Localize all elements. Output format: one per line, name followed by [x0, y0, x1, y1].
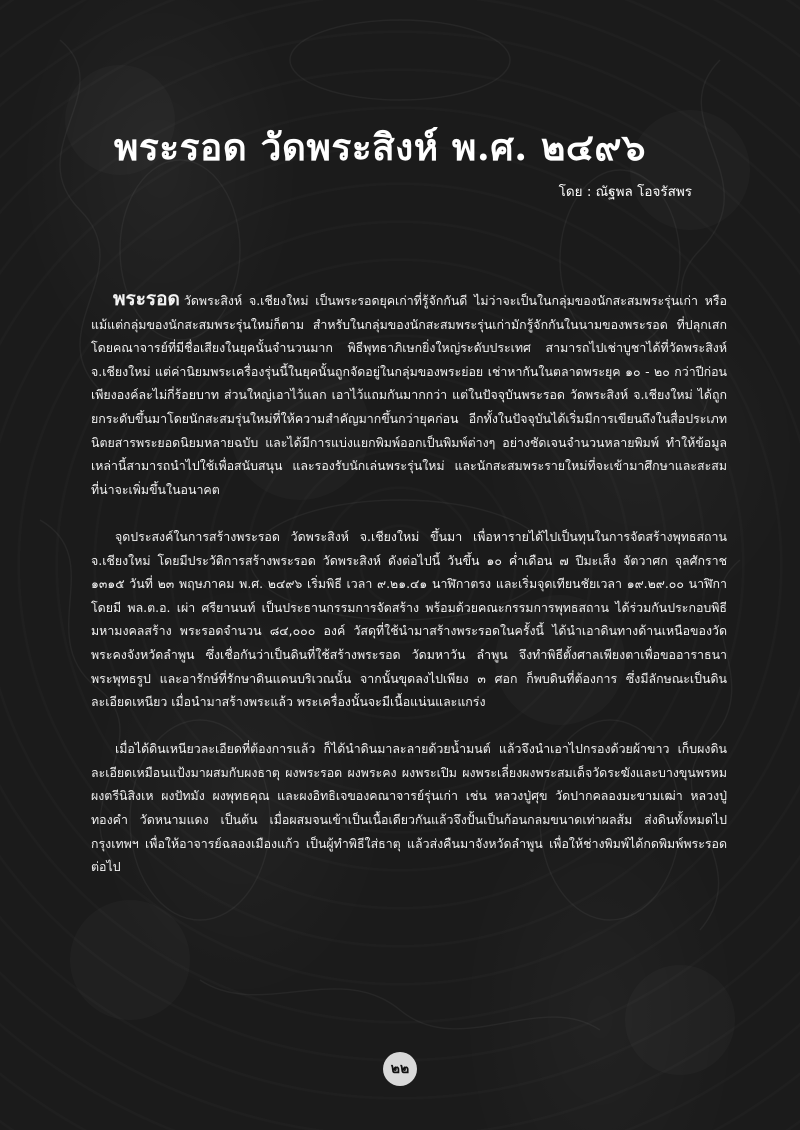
page-number: ๒๒: [390, 1061, 410, 1077]
author-byline: โดย : ณัฐพล โอจรัสพร: [558, 184, 692, 200]
paragraph: [91, 288, 727, 501]
paragraph-text: เมื่อได้ดินเหนียวละเอียดที่ต้องการแล้ว ก็ได้นำดินมาละลายด้วยน้ำมนต์ แล้วจึงนำเอาไปกรองด้วยผ้าขาว เก็บผงดินละเอียดเหมือนแป้งมาผสมกับผงธาตุ ผงพระรอด ผงพระคง ผงพระเปิม ผงพระเลี่ยงผงพระสมเด็จวัดระฆังและบางขุนพรหม ผงตรีนิสิงเห ผงปัทมัง ผงพุทธคุณ และผงอิทธิเจของคณาจารย์รุ่นเก่า เช่น หลวงปู่ศุข วัดปากคลองมะขามเฒ่า หลวงปู่ทองคำ วัดหนามแดง เป็นต้น เมื่อผสมจนเข้าเป็นเนื้อเดียวกันแล้วจึงปั้นเป็นก้อนกลมขนาดเท่าผลส้ม ส่งดินทั้งหมดไปกรุงเทพฯ เพื่อให้อาจารย์ฉลองเมืองแก้ว เป็นผู้ทำพิธีใส่ธาตุ แล้วส่งคืนมาจังหวัดลำพูน เพื่อให้ช่างพิมพ์ได้กดพิมพ์พระรอดต่อไป: [91, 741, 727, 875]
paragraph-text: จุดประสงค์ในการสร้างพระรอด วัดพระสิงห์ จ.เชียงใหม่ ขึ้นมา เพื่อหารายได้ไปเป็นทุนในการจัดสร้างพุทธสถาน จ.เชียงใหม่ โดยมีประวัติการสร้างพระรอด วัดพระสิงห์ ดังต่อไปนี้ วันขึ้น ๑๐ ค่ำเดือน ๗ ปีมะเส็ง จัตวาศก จุลศักราช ๑๓๑๕ วันที่ ๒๓ พฤษภาคม พ.ศ. ๒๔๙๖ เริ่มพิธี เวลา ๙.๒๑.๔๑ นาฬิกาตรง และเริ่มจุดเทียนชัยเวลา ๑๙.๒๙.๐๐ นาฬิกา โดยมี พล.ต.อ. เผ่า ศรียานนท์ เป็นประธานกรรมการจัดสร้าง พร้อมด้วยคณะกรรมการพุทธสถาน ได้ร่วมกันประกอบพิธีมหามงคลสร้าง พระรอดจำนวน ๘๔,๐๐๐ องค์ วัสดุที่ใช้นำมาสร้างพระรอดในครั้งนี้ ได้นำเอาดินทางด้านเหนือของวัดพระคงจังหวัดลำพูน ซึ่งเชื่อกันว่าเป็นดินที่ใช้สร้างพระรอด วัดมหาวัน ลำพูน จึงทำพิธีตั้งศาลเพียงตาเพื่อขออาราธนาพระพุทธรูป และอารักษ์ที่รักษาดินแดนบริเวณนั้น จากนั้นขุดลงไปเพียง ๓ ศอก ก็พบดินที่ต้องการ ซึ่งมีลักษณะเป็นดินละเอียดเหนียว เมื่อนำมาสร้างพระแล้ว พระเครื่องนั้นจะมีเนื้อแน่นและแกร่ง: [91, 528, 727, 710]
paragraph: [91, 525, 727, 714]
document-title: พระรอด วัดพระสิงห์ พ.ศ. ๒๔๙๖: [114, 125, 646, 169]
article-body: [91, 288, 727, 902]
page-number-badge: [383, 1052, 417, 1086]
paragraph: [91, 737, 727, 879]
lead-word: พระรอด: [113, 288, 180, 310]
paragraph-text: วัดพระสิงห์ จ.เชียงใหม่ เป็นพระรอดยุคเก่าที่รู้จักกันดี ไม่ว่าจะเป็นในกลุ่มของนักสะสมพระรุ่นเก่า หรือแม้แต่กลุ่มของนักสะสมพระรุ่นใหม่ก็ตาม สำหรับในกลุ่มของนักสะสมพระรุ่นเก่ามักรู้จักกันในนามของพระรอด ที่ปลุกเสกโดยคณาจารย์ที่มีชื่อเสียงในยุคนั้นจำนวนมาก พิธีพุทธาภิเษกยิ่งใหญ่ระดับประเทศ สามารถไปเช่าบูชาได้ที่วัดพระสิงห์ จ.เชียงใหม่ แต่ค่านิยมพระเครื่องรุ่นนี้ในยุคนั้นถูกจัดอยู่ในกลุ่มของพระย่อย เช่าหากันในตลาดพระยุค ๑๐ - ๒๐ กว่าปีก่อนเพียงองค์ละไม่กี่ร้อยบาท ส่วนใหญ่เอาไว้แลก เอาไว้แถมกันมากกว่า แต่ในปัจจุบันพระรอด วัดพระสิงห์ จ.เชียงใหม่ ได้ถูกยกระดับขึ้นมาโดยนักสะสมรุ่นใหม่ที่ให้ความสำคัญมากขึ้นกว่ายุคก่อน อีกทั้งในปัจจุบันได้เริ่มมีการเขียนถึงในสื่อประเภทนิตยสารพระยอดนิยมหลายฉบับ และได้มีการแบ่งแยกพิมพ์ออกเป็นพิมพ์ต่างๆ อย่างชัดเจนจำนวนหลายพิมพ์ ทำให้ข้อมูลเหล่านี้สามารถนำไปใช้เพื่อสนับสนุน และรองรับนักเล่นพระรุ่นใหม่ และนักสะสมพระรายใหม่ที่จะเข้ามาศึกษาและสะสม ที่น่าจะเพิ่มขึ้นในอนาคต: [91, 293, 727, 497]
